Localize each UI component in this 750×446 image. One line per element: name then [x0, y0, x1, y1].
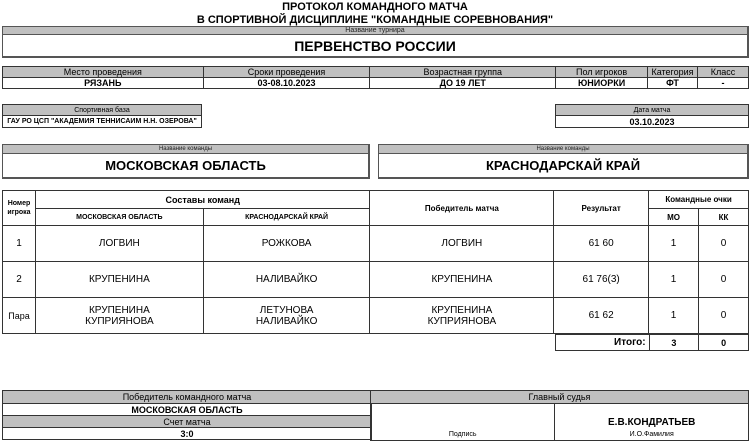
col-number-header: Номер игрока	[3, 191, 36, 226]
team2-label: Название команды	[379, 145, 747, 154]
table-row	[3, 262, 749, 298]
age-label: Возрастная группа	[370, 67, 556, 78]
winner-table	[2, 390, 372, 440]
col-mo-header: МО	[649, 209, 699, 226]
total-kk: 0	[699, 335, 749, 351]
totals-table	[555, 334, 749, 351]
team-winner-label: Победитель командного матча	[3, 391, 372, 404]
signature-field	[371, 404, 555, 441]
mo-points: 1	[649, 226, 699, 262]
referee-name: Е.В.КОНДРАТЬЕВ	[608, 417, 696, 428]
team2-box	[378, 144, 749, 179]
protocol-title-line1: ПРОТОКОЛ КОМАНДНОГО МАТЧА	[282, 1, 468, 13]
col-result-header: Результат	[554, 191, 649, 226]
col-team1-header: МОСКОВСКАЯ ОБЛАСТЬ	[35, 209, 203, 226]
mo-points: 1	[649, 298, 699, 334]
category-value: ФТ	[648, 78, 698, 89]
team2-pair	[203, 298, 370, 334]
pair-winner-player1: КРУПЕНИНА	[431, 304, 493, 316]
sports-base-label: Спортивная база	[3, 105, 202, 116]
col-points-header: Командные очки	[649, 191, 749, 209]
dates-label: Сроки проведения	[203, 67, 370, 78]
col-team2-header: КРАСНОДАРСКАЙ КРАЙ	[203, 209, 370, 226]
match-winner: КРУПЕНИНА	[370, 262, 554, 298]
team2-player: РОЖКОВА	[203, 226, 370, 262]
row-number: Пара	[3, 298, 36, 334]
venue-value: РЯЗАНЬ	[3, 78, 204, 89]
team1-pair-player2: КУПРИЯНОВА	[85, 315, 154, 327]
team1-player: ЛОГВИН	[35, 226, 203, 262]
sports-base-table	[2, 104, 202, 128]
tournament-name: ПЕРВЕНСТВО РОССИИ	[294, 37, 456, 54]
team1-box	[2, 144, 370, 179]
total-label: Итого:	[556, 335, 650, 351]
kk-points: 0	[699, 298, 749, 334]
category-label: Категория	[648, 67, 698, 78]
tournament-box	[2, 26, 749, 58]
team2-name: КРАСНОДАРСКАЙ КРАЙ	[485, 158, 641, 173]
match-date-value: 03.10.2023	[556, 116, 749, 128]
protocol-title-line2: В СПОРТИВНОЙ ДИСЦИПЛИНЕ "КОМАНДНЫЕ СОРЕВНОВАНИЯ"	[196, 14, 554, 26]
dates-value: 03-08.10.2023	[203, 78, 370, 89]
match-result: 61 60	[554, 226, 649, 262]
match-winner: ЛОГВИН	[370, 226, 554, 262]
row-number: 1	[3, 226, 36, 262]
match-result: 61 76(3)	[554, 262, 649, 298]
match-table	[2, 190, 749, 334]
team1-label: Название команды	[3, 145, 368, 154]
age-value: ДО 19 ЛЕТ	[370, 78, 556, 89]
col-kk-header: КК	[699, 209, 749, 226]
referee-name-field	[555, 404, 749, 441]
col-rosters-header: Составы команд	[35, 191, 370, 209]
kk-points: 0	[699, 226, 749, 262]
team1-pair-player1: КРУПЕНИНА	[88, 304, 150, 316]
referee-table	[370, 390, 749, 441]
team2-player: НАЛИВАЙКО	[203, 262, 370, 298]
pair-winner	[370, 298, 554, 334]
team1-pair	[35, 298, 203, 334]
mo-points: 1	[649, 262, 699, 298]
gender-value: ЮНИОРКИ	[556, 78, 648, 89]
class-value: -	[698, 78, 749, 89]
referee-label: Главный судья	[371, 391, 749, 404]
team2-pair-player1: ЛЕТУНОВА	[259, 304, 314, 316]
row-number: 2	[3, 262, 36, 298]
team1-name: МОСКОВСКАЯ ОБЛАСТЬ	[105, 158, 266, 173]
team-winner-value: МОСКОВСКАЯ ОБЛАСТЬ	[3, 404, 372, 416]
match-date-label: Дата матча	[556, 105, 749, 116]
info-table	[2, 66, 749, 89]
class-label: Класс	[698, 67, 749, 78]
signature-label: Подпись	[448, 431, 477, 438]
table-row	[3, 298, 749, 334]
pair-winner-player2: КУПРИЯНОВА	[427, 315, 497, 327]
sports-base-value: ГАУ РО ЦСП "АКАДЕМИЯ ТЕННИСАИМ Н.Н. ОЗЕРОВА"	[3, 116, 202, 128]
team1-player: КРУПЕНИНА	[35, 262, 203, 298]
venue-label: Место проведения	[3, 67, 204, 78]
match-date-table	[555, 104, 749, 128]
col-winner-header: Победитель матча	[370, 191, 554, 226]
match-score-label: Счет матча	[3, 416, 372, 428]
name-format-label: И.О.Фамилия	[629, 431, 674, 438]
team2-pair-player2: НАЛИВАЙКО	[255, 315, 318, 327]
match-result: 61 62	[554, 298, 649, 334]
gender-label: Пол игроков	[556, 67, 648, 78]
match-score-value: 3:0	[3, 428, 372, 440]
total-mo: 3	[649, 335, 699, 351]
tournament-label: Название турнира	[3, 27, 747, 35]
kk-points: 0	[699, 262, 749, 298]
table-row	[3, 226, 749, 262]
